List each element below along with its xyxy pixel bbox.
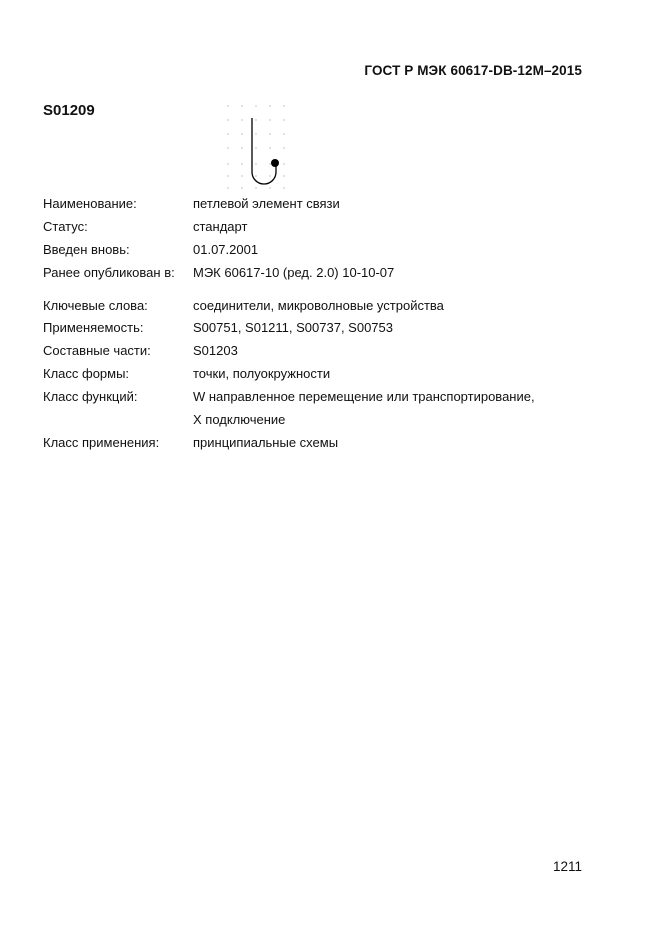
field-label: Статус: [43,218,88,234]
document-header: ГОСТ Р МЭК 60617-DB-12M–2015 [364,63,582,78]
field-label: Наименование: [43,196,137,211]
symbol-code: S01209 [43,102,95,119]
field-value: точки, полуокружности [193,366,331,382]
field-label: Составные части: [43,343,151,359]
field-label: Класс применения: [43,434,160,450]
field-label: Класс функций: [43,389,138,405]
field-value: МЭК 60617-10 (ред. 2.0) 10-10-07 [193,264,395,280]
field-label: Ранее опубликован в: [43,264,175,280]
loop-coupling-element-symbol-icon [222,100,292,197]
field-label: Ключевые слова: [43,297,148,313]
field-value: X подключение [193,412,286,428]
field-value: соединители, микроволновые устройства [193,297,444,313]
field-value: принципиальные схемы [193,434,339,450]
page-number: 1211 [552,859,582,874]
field-value: стандарт [193,218,248,234]
field-value: W направленное перемещение или транспортирование, [193,389,535,405]
field-label: Класс формы: [43,366,130,382]
field-value: 01.07.2001 [193,241,259,257]
field-label: Применяемость: [43,320,144,336]
field-value: S00751, S01211, S00737, S00753 [193,320,393,336]
field-value: S01203 [193,343,238,359]
field-value: петлевой элемент связи [193,196,340,211]
field-label: Введен вновь: [43,241,130,257]
